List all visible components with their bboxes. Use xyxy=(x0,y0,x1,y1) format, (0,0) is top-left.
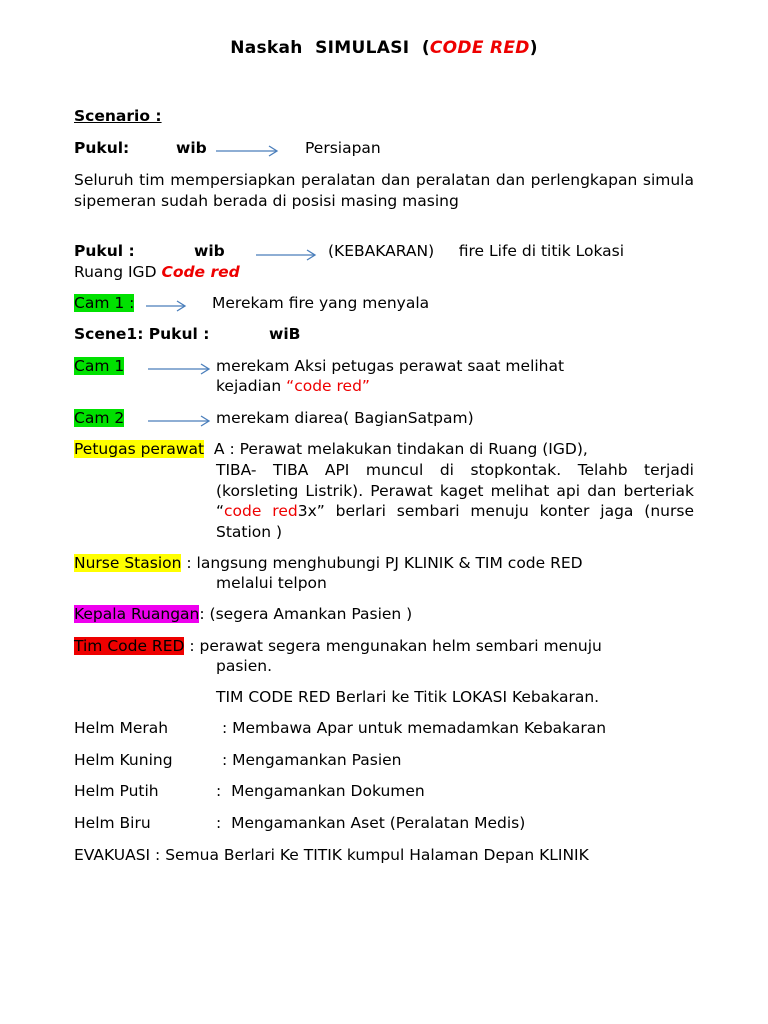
petugas-label: Petugas perawat xyxy=(74,440,205,458)
cam1b-label-wrap xyxy=(74,356,124,376)
paragraph-persiapan: Seluruh tim mempersiapkan peralatan dan peralatan dan perlengkapan simula sipemeran sudah berada di posisi masing masing xyxy=(74,171,694,210)
pukul1-label: Pukul: xyxy=(74,139,130,157)
helm-merah-label: Helm Merah xyxy=(74,719,169,737)
cam1b-label: Cam 1 xyxy=(74,357,125,375)
cam1b-line2 xyxy=(216,376,370,396)
pukul2-line2 xyxy=(74,262,240,282)
arrow-right-icon xyxy=(146,299,188,313)
pukul2-text: (KEBAKARAN) fire Life di titik Lokasi xyxy=(328,242,625,260)
kepala-label: Kepala Ruangan xyxy=(74,605,200,623)
petugas-after: 3x” berlari sembari menuju konter jaga (nurse Station ) xyxy=(216,502,694,541)
scene1-label: Scene1: Pukul : xyxy=(74,325,210,343)
helm-kuning-label: Helm Kuning xyxy=(74,751,173,769)
title-prefix: Naskah SIMULASI ( xyxy=(230,38,430,58)
kepala-line xyxy=(74,604,412,624)
timcode-text: : perawat segera mengunakan helm sembari menuju xyxy=(184,637,602,655)
timcode-label: Tim Code RED xyxy=(74,637,185,655)
pukul2-label: Pukul : xyxy=(74,242,135,260)
cam2-label: Cam 2 xyxy=(74,409,125,427)
nurse-line1 xyxy=(74,553,583,573)
title-code-red: CODE RED xyxy=(429,38,530,58)
cam1b-code-red: “code red” xyxy=(286,377,370,395)
pukul1-text: Persiapan xyxy=(305,139,381,157)
timcode-line3: TIM CODE RED Berlari ke Titik LOKASI Kebakaran. xyxy=(216,688,600,706)
document-title xyxy=(0,38,768,58)
timcode-line1 xyxy=(74,636,602,656)
scene1-wib: wiB xyxy=(269,325,301,343)
petugas-line1 xyxy=(74,439,588,459)
kepala-text: : (segera Amankan Pasien ) xyxy=(199,605,413,623)
helm-putih-label: Helm Putih xyxy=(74,782,159,800)
helm-biru-label: Helm Biru xyxy=(74,814,151,832)
helm-kuning-value: : Mengamankan Pasien xyxy=(222,751,402,769)
cam1a-label: Cam 1 : xyxy=(74,294,135,312)
cam2-label-wrap xyxy=(74,408,124,428)
pukul1-wib: wib xyxy=(176,139,207,157)
evakuasi-text: EVAKUASI : Semua Berlari Ke TITIK kumpul Halaman Depan KLINIK xyxy=(74,846,589,864)
pukul2-wib: wib xyxy=(194,242,225,260)
arrow-right-icon xyxy=(148,414,212,428)
cam1a-text: Merekam fire yang menyala xyxy=(212,294,430,312)
pukul2-ruang: Ruang IGD xyxy=(74,263,162,281)
arrow-right-icon xyxy=(148,362,212,376)
nurse-text: : langsung menghubungi PJ KLINIK & TIM code RED xyxy=(181,554,583,572)
petugas-code-red: code red xyxy=(224,502,298,520)
arrow-right-icon xyxy=(256,248,318,262)
petugas-paragraph xyxy=(216,460,694,542)
cam2-text: merekam diarea( BagianSatpam) xyxy=(216,409,474,427)
pukul2-code-red: Code red xyxy=(161,263,240,281)
timcode-line2: pasien. xyxy=(216,657,273,675)
nurse-label: Nurse Stasion xyxy=(74,554,182,572)
cam1b-text-line1: merekam Aksi petugas perawat saat melihat xyxy=(216,357,565,375)
title-suffix: ) xyxy=(529,38,538,58)
helm-putih-value: : Mengamankan Dokumen xyxy=(216,782,425,800)
helm-biru-value: : Mengamankan Aset (Peralatan Medis) xyxy=(216,814,526,832)
cam1a-label-wrap xyxy=(74,293,134,313)
petugas-line1-text: A : Perawat melakukan tindakan di Ruang (IGD), xyxy=(204,440,588,458)
arrow-right-icon xyxy=(216,144,280,158)
nurse-line2: melalui telpon xyxy=(216,574,327,592)
petugas-rest: TIBA- TIBA API muncul di stopkontak. Telahb terjadi (korsleting Listrik). Perawat kaget melihat api dan berteriak “ xyxy=(216,461,694,520)
cam1b-kejadian: kejadian xyxy=(216,377,287,395)
scenario-heading: Scenario : xyxy=(74,107,162,125)
helm-merah-value: : Membawa Apar untuk memadamkan Kebakaran xyxy=(222,719,607,737)
